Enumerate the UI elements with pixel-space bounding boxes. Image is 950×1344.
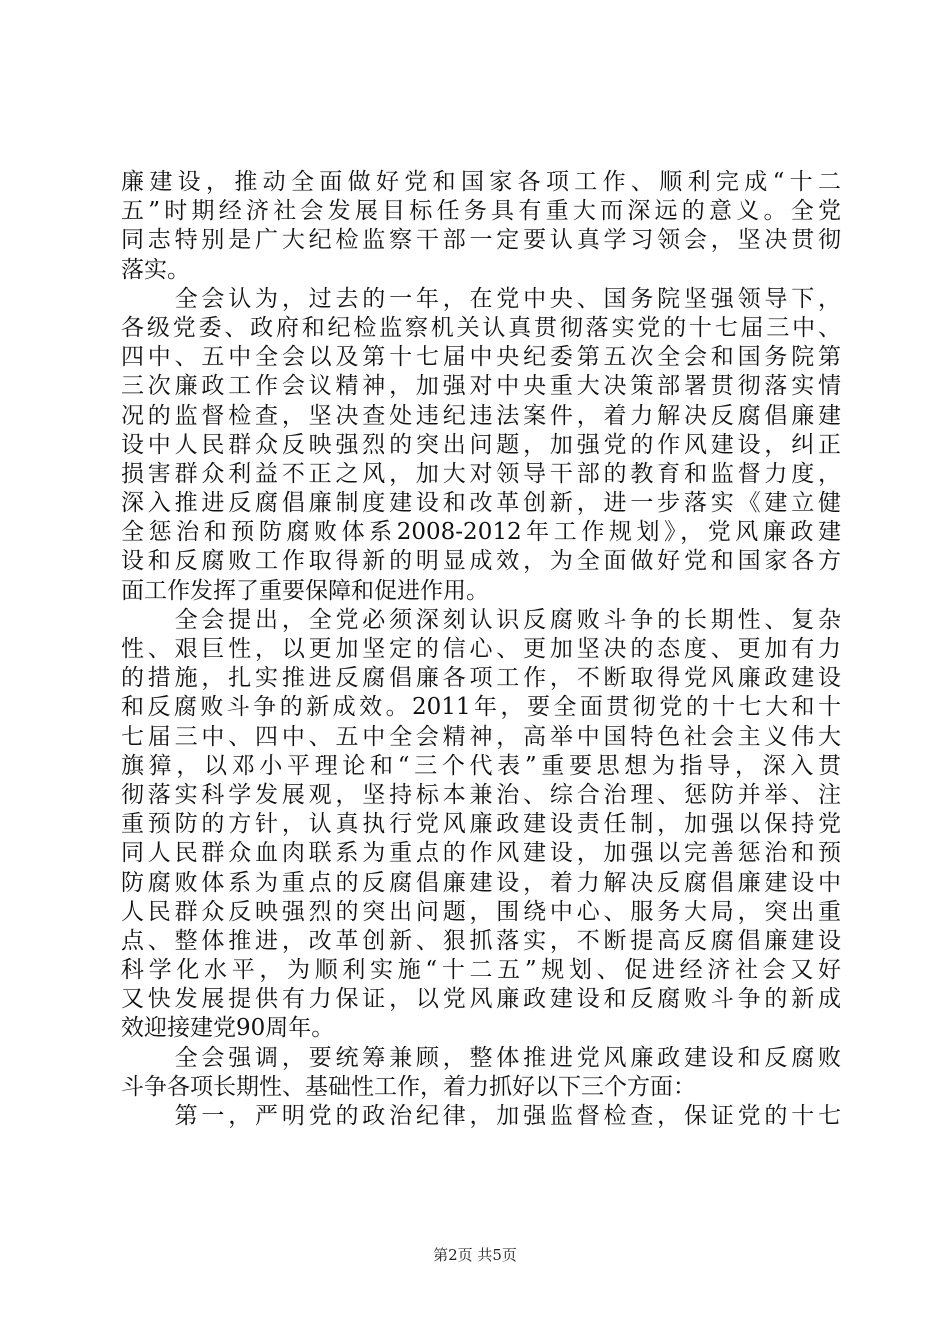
text-line: 性、艰巨性，以更加坚定的信心、更加坚决的态度、更加有力 bbox=[121, 636, 841, 662]
text-line: 重预防的方针，认真执行党风廉政建设责任制，加强以保持党 bbox=[121, 811, 841, 838]
text-line: 深入推进反腐倡廉制度建设和改革创新，进一步落实《建立健 bbox=[121, 490, 841, 517]
text-line: 设中人民群众反映强烈的突出问题，加强党的作风建设，纠正 bbox=[121, 431, 841, 458]
text-line: 全会认为，过去的一年，在党中央、国务院坚强领导下， bbox=[121, 285, 841, 312]
text-line: 况的监督检查，坚决查处违纪违法案件，着力解决反腐倡廉建 bbox=[121, 402, 841, 429]
text-line: 五”时期经济社会发展目标任务具有重大而深远的意义。全党 bbox=[121, 198, 841, 225]
text-line: 全会提出，全党必须深刻认识反腐败斗争的长期性、复杂 bbox=[121, 606, 841, 633]
text-line: 三次廉政工作会议精神，加强对中央重大决策部署贯彻落实情 bbox=[121, 373, 841, 400]
text-line: 损害群众利益不正之风，加大对领导干部的教育和监督力度， bbox=[121, 460, 841, 487]
text-line: 的措施，扎实推进反腐倡廉各项工作，不断取得党风廉政建设 bbox=[121, 665, 841, 692]
text-line: 全会强调，要统筹兼顾，整体推进党风廉政建设和反腐败 bbox=[121, 1044, 841, 1071]
text-line: 落实。 bbox=[121, 256, 190, 283]
text-line: 斗争各项长期性、基础性工作，着力抓好以下三个方面： bbox=[121, 1073, 696, 1100]
page-number-footer: 第2页 共5页 bbox=[433, 1246, 517, 1264]
text-line: 同志特别是广大纪检监察干部一定要认真学习领会，坚决贯彻 bbox=[121, 227, 841, 254]
text-line: 科学化水平，为顺利实施“十二五”规划、促进经济社会又好 bbox=[121, 957, 841, 984]
document-body bbox=[121, 168, 841, 1131]
text-line: 同人民群众血肉联系为重点的作风建设，加强以完善惩治和预 bbox=[121, 840, 841, 867]
text-line: 彻落实科学发展观，坚持标本兼治、综合治理、惩防并举、注 bbox=[121, 781, 841, 808]
text-line: 全惩治和预防腐败体系2008-2012年工作规划》，党风廉政建 bbox=[121, 519, 841, 546]
text-line: 七届三中、四中、五中全会精神，高举中国特色社会主义伟大 bbox=[121, 723, 841, 750]
text-line: 又快发展提供有力保证，以党风廉政建设和反腐败斗争的新成 bbox=[121, 986, 841, 1013]
text-line: 点、整体推进，改革创新、狠抓落实，不断提高反腐倡廉建设 bbox=[121, 927, 841, 954]
text-line: 各级党委、政府和纪检监察机关认真贯彻落实党的十七届三中、 bbox=[121, 314, 841, 341]
text-line: 廉建设，推动全面做好党和国家各项工作、顺利完成“十二 bbox=[121, 169, 841, 195]
text-line: 和反腐败斗争的新成效。2011年，要全面贯彻党的十七大和十 bbox=[121, 694, 841, 721]
text-line: 旗獐，以邓小平理论和“三个代表”重要思想为指导，深入贯 bbox=[121, 752, 841, 779]
text-line: 设和反腐败工作取得新的明显成效，为全面做好党和国家各方 bbox=[121, 548, 841, 575]
text-line: 第一，严明党的政治纪律，加强监督检查，保证党的十七 bbox=[121, 1103, 841, 1129]
text-line: 四中、五中全会以及第十七届中央纪委第五次全会和国务院第 bbox=[121, 344, 841, 371]
text-line: 面工作发挥了重要保障和促进作用。 bbox=[121, 577, 489, 604]
text-line: 人民群众反映强烈的突出问题，围绕中心、服务大局，突出重 bbox=[121, 898, 841, 925]
text-line: 效迎接建党90周年。 bbox=[121, 1015, 335, 1042]
text-line: 防腐败体系为重点的反腐倡廉建设，着力解决反腐倡廉建设中 bbox=[121, 869, 841, 896]
